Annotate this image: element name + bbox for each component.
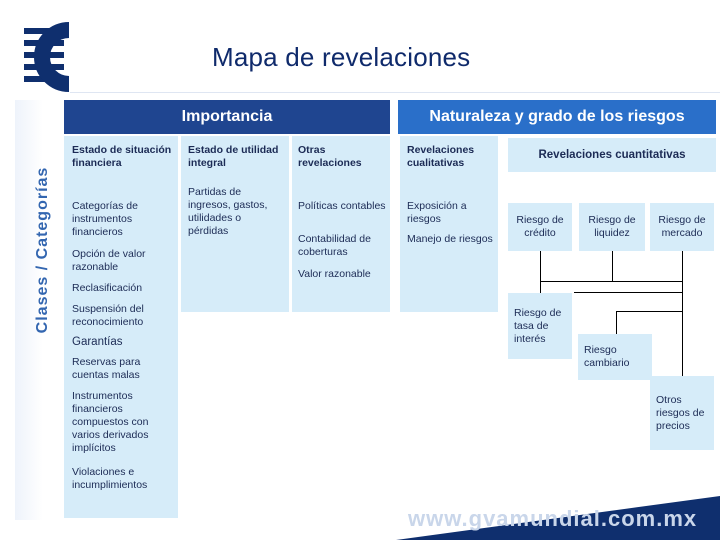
- connector-line: [682, 251, 683, 376]
- column-title: Revelaciones cualitativas: [407, 144, 475, 169]
- list-item: Reservas para cuentas malas: [72, 356, 141, 381]
- list-item: Exposición a riesgos: [407, 200, 467, 225]
- list-item: Manejo de riesgos: [407, 233, 493, 245]
- box-riesgo-credito: Riesgo de crédito: [508, 203, 572, 251]
- box-riesgo-mercado: Riesgo de mercado: [650, 203, 714, 251]
- connector-line: [540, 281, 541, 293]
- list-item: Políticas contables: [298, 200, 386, 212]
- list-item: Valor razonable: [298, 268, 371, 280]
- header-naturaleza: Naturaleza y grado de los riesgos: [398, 100, 716, 134]
- connector-line: [612, 251, 613, 281]
- footer-url: www.gvamundial.com.mx: [408, 506, 698, 531]
- logo-arc: [34, 22, 104, 92]
- column-title: Estado de utilidad integral: [188, 144, 279, 169]
- header-importancia: Importancia: [64, 100, 390, 134]
- box-otros-riesgos: Otros riesgos de precios: [650, 376, 714, 450]
- list-item: Garantías: [72, 336, 123, 348]
- connector-line: [616, 311, 683, 312]
- list-item: Categorías de instrumentos financieros: [72, 200, 138, 238]
- column-estado-situacion: [64, 136, 178, 518]
- connector-line: [540, 251, 541, 281]
- box-revelaciones-cuantitativas: Revelaciones cuantitativas: [508, 138, 716, 172]
- box-riesgo-liquidez: Riesgo de liquidez: [579, 203, 645, 251]
- connector-line: [616, 311, 617, 334]
- column-title: Estado de situación financiera: [72, 144, 172, 169]
- box-riesgo-tasa: Riesgo de tasa de interés: [508, 293, 572, 359]
- side-label: Clases / Categorías: [34, 166, 51, 334]
- connector-line: [574, 292, 683, 293]
- list-item: Contabilidad de coberturas: [298, 233, 371, 258]
- box-riesgo-cambiario: Riesgo cambiario: [578, 334, 652, 380]
- company-logo: [24, 22, 80, 94]
- page-title: Mapa de revelaciones: [212, 42, 471, 72]
- list-item: Partidas de ingresos, gastos, utilidades o pérdidas: [188, 186, 268, 237]
- column-estado-utilidad: [181, 136, 289, 312]
- column-otras-revelaciones: [292, 136, 390, 312]
- list-item: Opción de valor razonable: [72, 248, 146, 273]
- title-divider: [70, 92, 720, 93]
- connector-line: [540, 281, 683, 282]
- list-item: Instrumentos financieros compuestos con varios derivados implícitos: [72, 390, 149, 454]
- column-title: Otras revelaciones: [298, 144, 362, 169]
- list-item: Suspensión del reconocimiento: [72, 303, 144, 328]
- column-revelaciones-cualitativas: [400, 136, 498, 312]
- list-item: Violaciones e incumplimientos: [72, 466, 148, 491]
- list-item: Reclasificación: [72, 282, 143, 294]
